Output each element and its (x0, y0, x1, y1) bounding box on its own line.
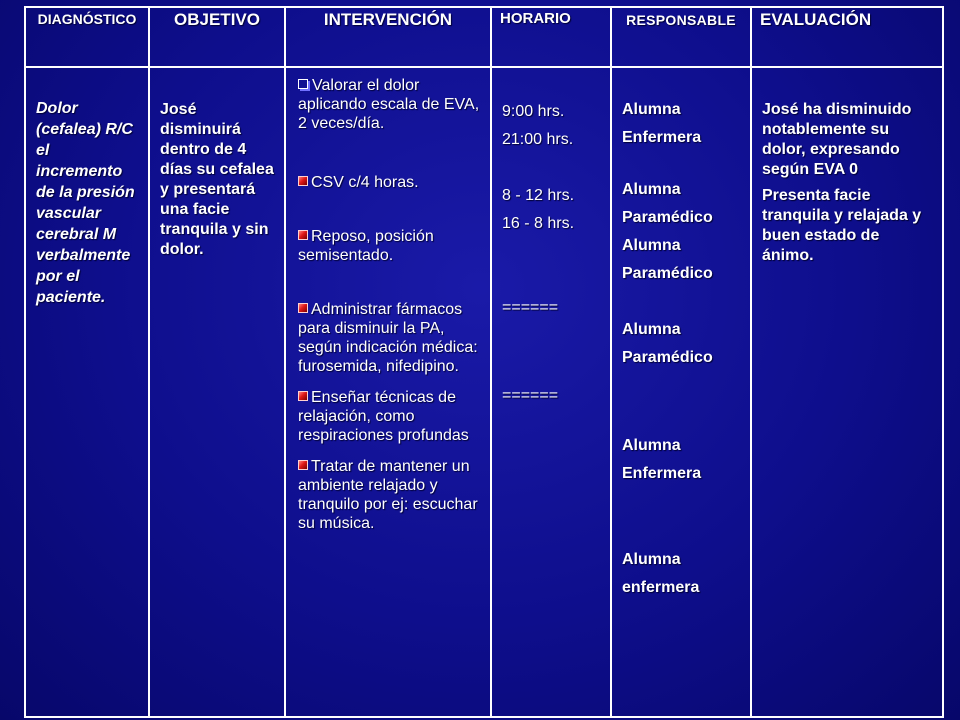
intervention-text: Tratar de mantener un ambiente relajado y tranquilo por ej: escuchar su música. (298, 458, 478, 532)
spacer (502, 154, 602, 182)
spacer (622, 152, 742, 176)
header-row (25, 7, 943, 67)
intervention-text: CSV c/4 horas. (311, 174, 419, 191)
evaluacion-paragraph: Presenta facie tranquila y relajada y buen estado de ánimo. (762, 187, 922, 264)
intervention-item (298, 76, 482, 133)
spacer (622, 288, 742, 316)
horario-entry: 8 - 12 hrs. (502, 187, 575, 204)
spacer (502, 322, 602, 382)
responsable-entry: enfermera (622, 579, 700, 596)
diagnostico-cell: Dolor (cefalea) R/C el incremento de la presión vascular cerebral M verbalmente por el paciente. (25, 67, 149, 717)
intervention-text: Administrar fármacos para disminuir la PA, según indicación médica: furosemida, nifedipino. (298, 301, 478, 375)
spacer (622, 372, 742, 432)
square-bullet-icon (298, 460, 308, 470)
intervencion-cell (285, 67, 491, 717)
intervention-item (298, 457, 482, 533)
responsable-entry: Paramédico (622, 265, 713, 282)
checkbox-bullet-icon (298, 79, 308, 89)
responsable-entry: Paramédico (622, 209, 713, 226)
square-bullet-icon (298, 391, 308, 401)
responsable-entry: Alumna (622, 551, 681, 568)
square-bullet-icon (298, 176, 308, 186)
horario-entry: ====== (502, 299, 559, 316)
horario-cell (491, 67, 611, 717)
responsable-cell (611, 67, 751, 717)
spacer (502, 238, 602, 294)
responsable-entry: Alumna (622, 237, 681, 254)
intervention-item (298, 388, 482, 445)
responsable-entry: Enfermera (622, 129, 702, 146)
horario-entry: 16 - 8 hrs. (502, 215, 575, 232)
intervention-item (298, 173, 482, 192)
intervention-item (298, 300, 482, 376)
responsable-entry: Alumna (622, 321, 681, 338)
header-responsable: RESPONSABLE (611, 7, 751, 67)
care-plan-table (24, 6, 944, 718)
header-objetivo: OBJETIVO (149, 7, 285, 67)
objetivo-cell: José disminuirá dentro de 4 días su cefalea y presentará una facie tranquila y sin dolor. (149, 67, 285, 717)
header-intervencion: INTERVENCIÓN (285, 7, 491, 67)
responsable-entry: Paramédico (622, 349, 713, 366)
intervention-item (298, 227, 482, 265)
intervention-text: Enseñar técnicas de relajación, como respiraciones profundas (298, 389, 469, 444)
responsable-entry: Alumna (622, 181, 681, 198)
intervention-text: Reposo, posición semisentado. (298, 228, 434, 264)
evaluacion-paragraph: José ha disminuido notablemente su dolor, expresando según EVA 0 (762, 101, 912, 178)
evaluacion-cell (751, 67, 943, 717)
header-evaluacion: EVALUACIÓN (751, 7, 943, 67)
square-bullet-icon (298, 230, 308, 240)
horario-entry: 21:00 hrs. (502, 131, 574, 148)
square-bullet-icon (298, 303, 308, 313)
content-row (25, 67, 943, 717)
responsable-entry: Alumna (622, 101, 681, 118)
horario-entry: ====== (502, 387, 559, 404)
intervention-text: Valorar el dolor aplicando escala de EVA, 2 veces/día. (298, 77, 480, 132)
horario-entry: 9:00 hrs. (502, 103, 565, 120)
responsable-entry: Alumna (622, 437, 681, 454)
responsable-entry: Enfermera (622, 465, 702, 482)
spacer (622, 488, 742, 546)
header-horario: HORARIO (491, 7, 611, 67)
header-diagnostico: DIAGNÓSTICO (25, 7, 149, 67)
